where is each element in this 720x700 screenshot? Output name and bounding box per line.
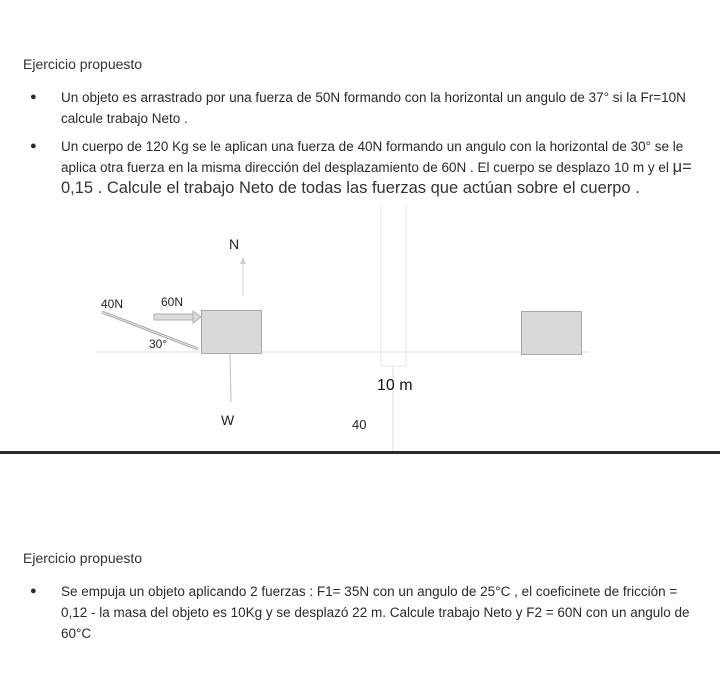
normal-force-arrowhead — [240, 257, 246, 264]
slide-2-heading: Ejercicio propuesto — [23, 550, 143, 566]
weight-line — [230, 354, 231, 402]
slide-2-bullet-list — [30, 581, 695, 651]
bullet-item — [30, 581, 695, 644]
label-distance: 10 m — [377, 377, 413, 394]
bullet-dot-icon: ● — [30, 91, 37, 103]
label-angle-30: 30° — [149, 337, 168, 351]
bullet-dot-icon: ● — [30, 140, 37, 152]
label-40: 40 — [352, 417, 367, 432]
slide-1-heading: Ejercicio propuesto — [23, 56, 143, 72]
bullet-dot-icon: ● — [30, 585, 37, 597]
bullet-text: Se empuja un objeto aplicando 2 fuerzas : F1= 35N con un angulo de 25°C , el coeficinete de fricción = 0,12 - la masa del objeto es 10Kg y se desplazó 22 m. Calcule trabajo Neto y F2 = 60N con un angulo de 60°C — [61, 584, 690, 641]
label-force-40n: 40N — [101, 297, 124, 311]
bullet-text: Un cuerpo de 120 Kg se le aplican una fuerza de 40N formando un angulo con la horizontal de 30° se le aplica otra fuerza en la misma dirección del desplazamiento de 60N . El cuerpo se desplazo 10 m y el — [61, 139, 684, 175]
label-weight: W — [221, 412, 235, 428]
bullet-text: Un objeto es arrastrado por una fuerza de 50N formando con la horizontal un angulo de 37° si la Fr=10N calcule trabajo Neto . — [61, 90, 686, 126]
label-normal: N — [229, 236, 240, 252]
distance-bracket — [381, 205, 406, 366]
body-box-end — [521, 311, 582, 355]
body-box-start — [201, 310, 262, 354]
label-force-60n: 60N — [161, 295, 184, 309]
force-60n-arrow-body — [154, 314, 194, 320]
bullet-text-large: μ= 0,15 . Calcule el trabajo Neto de todas las fuerzas que actúan sobre el cuerpo . — [61, 158, 692, 197]
slide-2 — [0, 454, 720, 700]
force-60n-arrowhead — [193, 311, 201, 323]
